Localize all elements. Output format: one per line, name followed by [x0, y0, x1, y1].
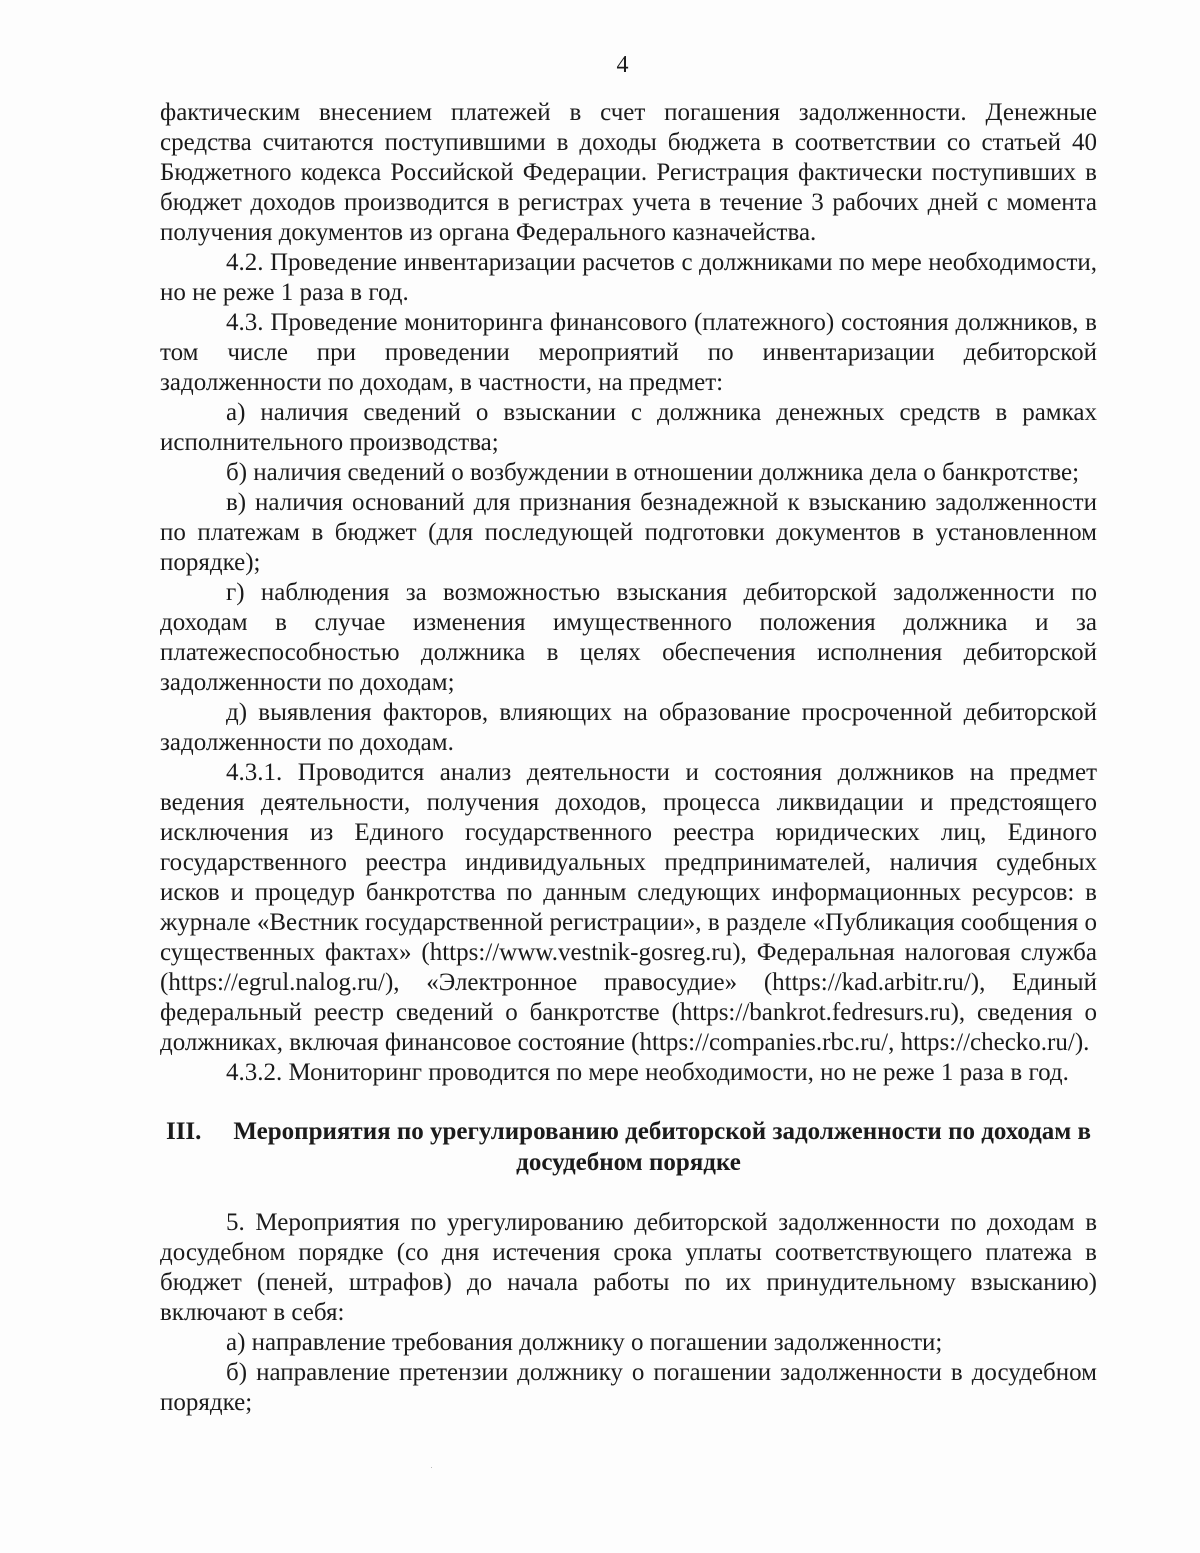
paragraphs-before	[160, 98, 1097, 1088]
paragraph: а) наличия сведений о взыскании с должника денежных средств в рамках исполнительного производства;	[160, 399, 1097, 456]
paragraph: 4.3. Проведение мониторинга финансового (платежного) состояния должников, в том числе при проведении мероприятий по инвентаризации дебиторской задолженности по доходам, в частности, на предмет:	[160, 309, 1097, 396]
page-number: 4	[616, 52, 629, 78]
paragraph: г) наблюдения за возможностью взыскания дебиторской задолженности по доходам в случае изменения имущественного положения должника и за платежеспособностью должника в целях обеспечения исполнения дебиторской задолженности по доходам;	[160, 579, 1097, 696]
paragraph: 4.3.1. Проводится анализ деятельности и состояния должников на предмет ведения деятельности, получения доходов, процесса ликвидации и предстоящего исключения из Единого государственного реестра юридических лиц, Единого государственного реестра индивидуальных предпринимателей, наличия судебных исков и процедур банкротства по данным следующих информационных ресурсов: в журнале «Вестник государственной регистрации», в разделе «Публикация сообщения о существенных фактах» (https://www.vestnik-gosreg.ru), Федеральная налоговая служба (https://egrul.nalog.ru/), «Электронное правосудие» (https://kad.arbitr.ru/), Единый федеральный реестр сведений о банкротстве (https://bankrot.fedresurs.ru), сведения о должниках, включая финансовое состояние (https://companies.rbc.ru/, https://checko.ru/).	[160, 759, 1097, 1056]
paragraph: б) направление претензии должнику о погашении задолженности в досудебном порядке;	[160, 1359, 1097, 1416]
paragraph: а) направление требования должнику о погашении задолженности;	[226, 1329, 943, 1356]
section-title: Мероприятия по урегулированию дебиторской задолженности по доходам в досудебном порядке	[233, 1118, 1092, 1176]
paragraph: б) наличия сведений о возбуждении в отношении должника дела о банкротстве;	[226, 459, 1080, 486]
section-heading	[160, 1116, 1097, 1178]
document-body	[160, 98, 1097, 1418]
paragraph: в) наличия оснований для признания безнадежной к взысканию задолженности по платежам в бюджет (для последующей подготовки документов в установленном порядке);	[160, 489, 1097, 576]
paragraph: 4.2. Проведение инвентаризации расчетов с должниками по мере необходимости, но не реже 1 раза в год.	[160, 249, 1097, 306]
section-number: III.	[165, 1118, 202, 1145]
paragraphs-after	[160, 1208, 1097, 1418]
scan-speck	[431, 1467, 432, 1468]
paragraph: 5. Мероприятия по урегулированию дебиторской задолженности по доходам в досудебном порядке (со дня истечения срока уплаты соответствующего платежа в бюджет (пеней, штрафов) до начала работы по их принудительному взысканию) включают в себя:	[160, 1209, 1097, 1326]
paragraph: д) выявления факторов, влияющих на образование просроченной дебиторской задолженности по доходам.	[160, 699, 1097, 756]
paragraph: 4.3.2. Мониторинг проводится по мере необходимости, но не реже 1 раза в год.	[226, 1059, 1069, 1086]
paragraph: фактическим внесением платежей в счет погашения задолженности. Денежные средства считаются поступившими в доходы бюджета в соответствии со статьей 40 Бюджетного кодекса Российской Федерации. Регистрация фактически поступивших в бюджет доходов производится в регистрах учета в течение 3 рабочих дней с момента получения документов из органа Федерального казначейства.	[160, 99, 1097, 246]
